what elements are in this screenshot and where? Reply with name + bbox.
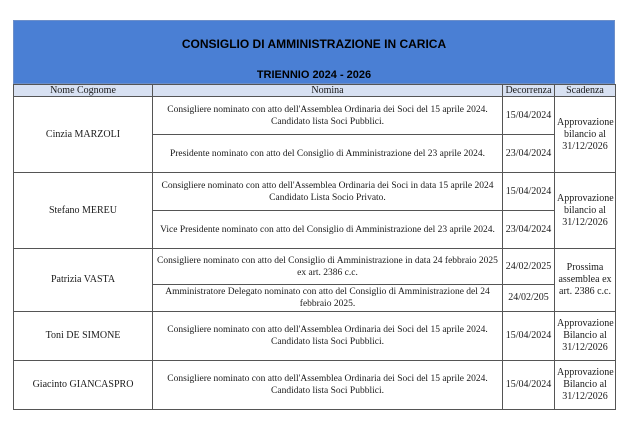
scadenza-cell: Prossima assemblea ex art. 2386 c.c. — [555, 249, 616, 312]
header-name: Nome Cognome — [14, 85, 153, 97]
nomina-cell: Vice Presidente nominato con atto del Consiglio di Amministrazione del 23 aprile 2024. — [153, 211, 503, 249]
header-scadenza: Scadenza — [555, 85, 616, 97]
header-nomina: Nomina — [153, 85, 503, 97]
table-row — [14, 249, 616, 285]
member-name: Cinzia MARZOLI — [14, 97, 153, 173]
decorrenza-cell: 23/04/2024 — [503, 135, 555, 173]
decorrenza-cell: 15/04/2024 — [503, 361, 555, 410]
nomina-cell: Amministratore Delegato nominato con atto del Consiglio di Amministrazione del 24 febbraio 2025. — [153, 285, 503, 312]
table-row — [14, 361, 616, 410]
scadenza-cell: Approvazione Bilancio al 31/12/2026 — [555, 312, 616, 361]
scadenza-cell: Approvazione Bilancio al 31/12/2026 — [555, 361, 616, 410]
nomina-cell: Consigliere nominato con atto dell'Assemblea Ordinaria dei Soci del 15 aprile 2024. Candidato lista Soci Pubblici. — [153, 97, 503, 135]
scadenza-cell: Approvazione bilancio al 31/12/2026 — [555, 97, 616, 173]
board-sheet — [13, 20, 615, 410]
decorrenza-cell: 24/02/205 — [503, 285, 555, 312]
board-table — [13, 84, 616, 410]
table-header-row — [14, 85, 616, 97]
decorrenza-cell: 24/02/2025 — [503, 249, 555, 285]
nomina-cell: Consigliere nominato con atto dell'Assemblea Ordinaria dei Soci del 15 aprile 2024. Candidato lista Soci Pubblici. — [153, 361, 503, 410]
decorrenza-cell: 23/04/2024 — [503, 211, 555, 249]
table-row — [14, 312, 616, 361]
decorrenza-cell: 15/04/2024 — [503, 97, 555, 135]
nomina-cell: Consigliere nominato con atto dell'Assemblea Ordinaria dei Soci in data 15 aprile 2024 Candidato Lista Socio Privato. — [153, 173, 503, 211]
member-name: Giacinto GIANCASPRO — [14, 361, 153, 410]
title-banner — [13, 20, 615, 84]
decorrenza-cell: 15/04/2024 — [503, 312, 555, 361]
nomina-cell: Consigliere nominato con atto del Consiglio di Amministrazione in data 24 febbraio 2025 ex art. 2386 c.c. — [153, 249, 503, 285]
scadenza-cell: Approvazione bilancio al 31/12/2026 — [555, 173, 616, 249]
member-name: Stefano MEREU — [14, 173, 153, 249]
table-row — [14, 97, 616, 135]
page-subtitle: TRIENNIO 2024 - 2026 — [256, 69, 372, 81]
decorrenza-cell: 15/04/2024 — [503, 173, 555, 211]
page-title: CONSIGLIO DI AMMINISTRAZIONE IN CARICA — [181, 37, 447, 51]
member-name: Toni DE SIMONE — [14, 312, 153, 361]
nomina-cell: Presidente nominato con atto del Consiglio di Amministrazione del 23 aprile 2024. — [153, 135, 503, 173]
table-row — [14, 173, 616, 211]
header-decorrenza: Decorrenza — [503, 85, 555, 97]
member-name: Patrizia VASTA — [14, 249, 153, 312]
nomina-cell: Consigliere nominato con atto dell'Assemblea Ordinaria dei Soci del 15 aprile 2024. Candidato lista Soci Pubblici. — [153, 312, 503, 361]
